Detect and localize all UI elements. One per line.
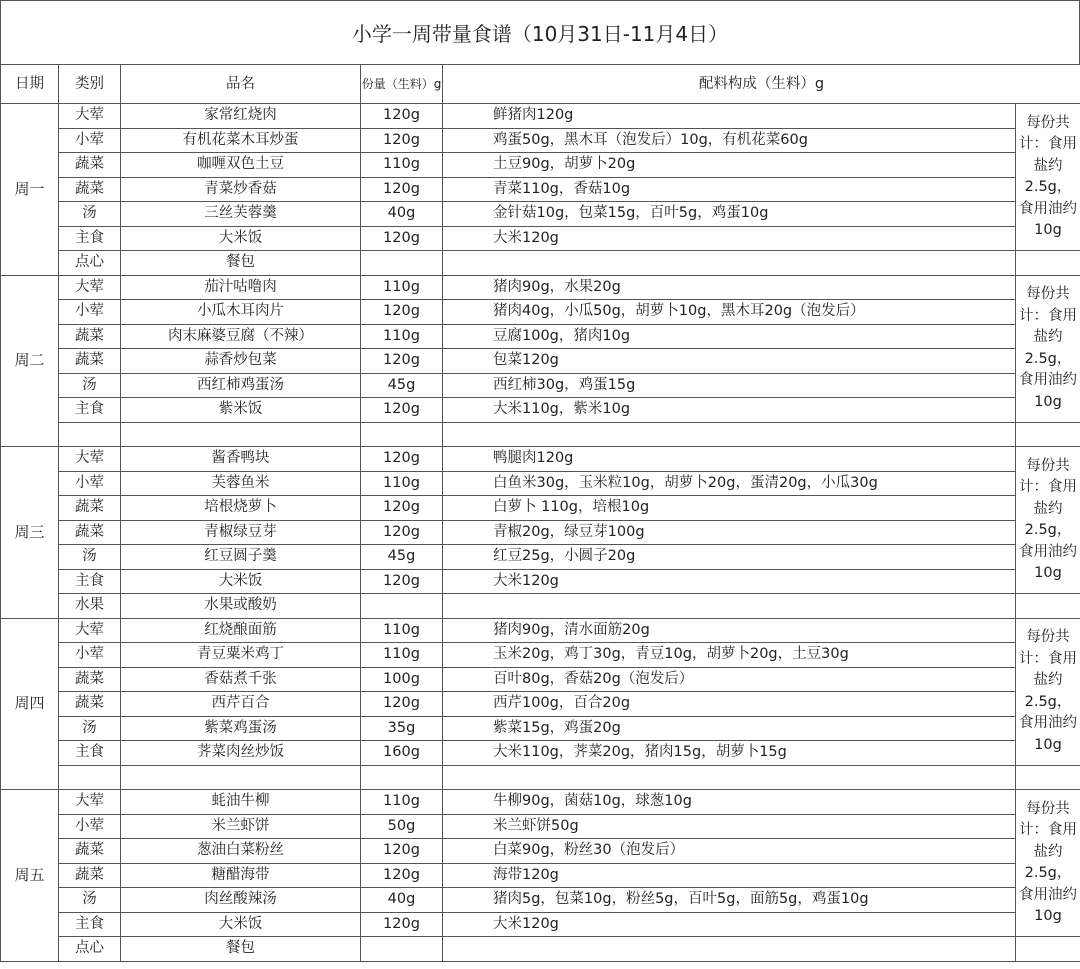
nutrition-note: 每份共计：食用盐约2.5g，食用油约10g: [1016, 275, 1080, 422]
dish-cell: 红豆圆子羹: [121, 545, 361, 570]
table-row: [1, 177, 1080, 202]
ingredients-cell: 豆腐100g，猪肉10g: [443, 324, 1016, 349]
dish-cell: 青豆粟米鸡丁: [121, 643, 361, 668]
day-label: 周五: [1, 790, 59, 962]
table-row: [1, 790, 1080, 815]
ingredients-cell: 金针菇10g，包菜15g，百叶5g，鸡蛋10g: [443, 202, 1016, 227]
ingredients-cell: 西红柿30g，鸡蛋15g: [443, 373, 1016, 398]
portion-cell: 40g: [361, 888, 443, 913]
ingredients-cell: 大米120g: [443, 912, 1016, 937]
category-cell: 主食: [59, 398, 121, 423]
dish-cell: 香菇煮千张: [121, 667, 361, 692]
ingredients-cell: [443, 422, 1016, 447]
dish-cell: 小瓜木耳肉片: [121, 300, 361, 325]
portion-cell: 120g: [361, 104, 443, 129]
table-row: [1, 398, 1080, 423]
portion-cell: 35g: [361, 716, 443, 741]
ingredients-cell: 紫菜15g，鸡蛋20g: [443, 716, 1016, 741]
ingredients-cell: [443, 765, 1016, 790]
dish-cell: 餐包: [121, 251, 361, 276]
ingredients-cell: 猪肉90g，水果20g: [443, 275, 1016, 300]
menu-body: [1, 104, 1080, 962]
table-row: [1, 520, 1080, 545]
portion-cell: 160g: [361, 741, 443, 766]
portion-cell: 110g: [361, 643, 443, 668]
table-row: [1, 373, 1080, 398]
category-cell: 大荤: [59, 104, 121, 129]
ingredients-cell: 包菜120g: [443, 349, 1016, 374]
note-blank-cell: [1016, 422, 1080, 447]
table-row: [1, 839, 1080, 864]
portion-cell: 120g: [361, 863, 443, 888]
category-cell: 蔬菜: [59, 520, 121, 545]
ingredients-cell: 西芹100g，百合20g: [443, 692, 1016, 717]
category-cell: 汤: [59, 545, 121, 570]
portion-cell: 120g: [361, 520, 443, 545]
dish-cell: 西红柿鸡蛋汤: [121, 373, 361, 398]
category-cell: 蔬菜: [59, 863, 121, 888]
table-row: [1, 300, 1080, 325]
ingredients-cell: 猪肉90g，清水面筋20g: [443, 618, 1016, 643]
portion-cell: 110g: [361, 790, 443, 815]
ingredients-cell: 白萝卜 110g，培根10g: [443, 496, 1016, 521]
ingredients-cell: 大米110g，荠菜20g，猪肉15g，胡萝卜15g: [443, 741, 1016, 766]
category-cell: 蔬菜: [59, 667, 121, 692]
nutrition-note: 每份共计：食用盐约2.5g，食用油约10g: [1016, 790, 1080, 937]
table-row: [1, 667, 1080, 692]
day-label: 周三: [1, 447, 59, 619]
ingredients-cell: [443, 594, 1016, 619]
table-row: [1, 912, 1080, 937]
header-portion: 份量（生料）g: [361, 65, 443, 104]
dish-cell: [121, 422, 361, 447]
dish-cell: 芙蓉鱼米: [121, 471, 361, 496]
portion-cell: 40g: [361, 202, 443, 227]
category-cell: 大荤: [59, 790, 121, 815]
category-cell: 蔬菜: [59, 839, 121, 864]
category-cell: 点心: [59, 251, 121, 276]
dish-cell: 有机花菜木耳炒蛋: [121, 128, 361, 153]
dish-cell: 肉末麻婆豆腐（不辣）: [121, 324, 361, 349]
table-row: [1, 251, 1080, 276]
category-cell: 蔬菜: [59, 692, 121, 717]
portion-cell: 120g: [361, 398, 443, 423]
portion-cell: 100g: [361, 667, 443, 692]
ingredients-cell: 白菜90g，粉丝30（泡发后）: [443, 839, 1016, 864]
portion-cell: 120g: [361, 447, 443, 472]
day-label: 周二: [1, 275, 59, 447]
table-row: [1, 937, 1080, 962]
ingredients-cell: 百叶80g，香菇20g（泡发后）: [443, 667, 1016, 692]
dish-cell: 培根烧萝卜: [121, 496, 361, 521]
dish-cell: [121, 765, 361, 790]
portion-cell: 110g: [361, 618, 443, 643]
table-row: [1, 692, 1080, 717]
ingredients-cell: 猪肉5g，包菜10g，粉丝5g，百叶5g，面筋5g，鸡蛋10g: [443, 888, 1016, 913]
table-row: [1, 814, 1080, 839]
header-row: [1, 65, 1080, 104]
table-row: [1, 569, 1080, 594]
category-cell: 小荤: [59, 300, 121, 325]
portion-cell: [361, 594, 443, 619]
table-row: [1, 202, 1080, 227]
portion-cell: 120g: [361, 839, 443, 864]
portion-cell: 120g: [361, 692, 443, 717]
ingredients-cell: 米兰虾饼50g: [443, 814, 1016, 839]
dish-cell: 西芹百合: [121, 692, 361, 717]
portion-cell: 45g: [361, 545, 443, 570]
table-row: [1, 888, 1080, 913]
menu-table: [0, 64, 1080, 962]
category-cell: 水果: [59, 594, 121, 619]
dish-cell: 青椒绿豆芽: [121, 520, 361, 545]
category-cell: 蔬菜: [59, 496, 121, 521]
ingredients-cell: 猪肉40g，小瓜50g，胡萝卜10g，黑木耳20g（泡发后）: [443, 300, 1016, 325]
table-row: [1, 471, 1080, 496]
portion-cell: 45g: [361, 373, 443, 398]
category-cell: 小荤: [59, 643, 121, 668]
ingredients-cell: 白鱼米30g，玉米粒10g，胡萝卜20g，蛋清20g，小瓜30g: [443, 471, 1016, 496]
dish-cell: 红烧酿面筋: [121, 618, 361, 643]
portion-cell: 120g: [361, 177, 443, 202]
table-row: [1, 643, 1080, 668]
table-row: [1, 594, 1080, 619]
portion-cell: 120g: [361, 496, 443, 521]
category-cell: 小荤: [59, 128, 121, 153]
dish-cell: 大米饭: [121, 912, 361, 937]
portion-cell: [361, 937, 443, 962]
category-cell: 大荤: [59, 275, 121, 300]
category-cell: 蔬菜: [59, 349, 121, 374]
dish-cell: 紫米饭: [121, 398, 361, 423]
dish-cell: 米兰虾饼: [121, 814, 361, 839]
category-cell: 小荤: [59, 471, 121, 496]
category-cell: 大荤: [59, 618, 121, 643]
note-blank-cell: [1016, 937, 1080, 962]
table-row: [1, 618, 1080, 643]
dish-cell: 水果或酸奶: [121, 594, 361, 619]
portion-cell: 110g: [361, 324, 443, 349]
ingredients-cell: 大米110g，紫米10g: [443, 398, 1016, 423]
ingredients-cell: 大米120g: [443, 226, 1016, 251]
dish-cell: 大米饭: [121, 226, 361, 251]
ingredients-cell: 鸭腿肉120g: [443, 447, 1016, 472]
ingredients-cell: 海带120g: [443, 863, 1016, 888]
ingredients-cell: 牛柳90g，菌菇10g，球葱10g: [443, 790, 1016, 815]
ingredients-cell: 土豆90g，胡萝卜20g: [443, 153, 1016, 178]
category-cell: [59, 765, 121, 790]
portion-cell: 120g: [361, 128, 443, 153]
table-row: [1, 349, 1080, 374]
portion-cell: [361, 422, 443, 447]
dish-cell: 糖醋海带: [121, 863, 361, 888]
portion-cell: [361, 251, 443, 276]
portion-cell: 50g: [361, 814, 443, 839]
dish-cell: 蚝油牛柳: [121, 790, 361, 815]
table-row: [1, 226, 1080, 251]
ingredients-cell: 鲜猪肉120g: [443, 104, 1016, 129]
ingredients-cell: 鸡蛋50g，黑木耳（泡发后）10g，有机花菜60g: [443, 128, 1016, 153]
dish-cell: 茄汁咕噜肉: [121, 275, 361, 300]
table-row: [1, 324, 1080, 349]
header-ingredients: 配料构成（生料）g: [443, 65, 1080, 104]
category-cell: 主食: [59, 912, 121, 937]
portion-cell: 120g: [361, 226, 443, 251]
dish-cell: 肉丝酸辣汤: [121, 888, 361, 913]
table-row: [1, 716, 1080, 741]
table-row: [1, 741, 1080, 766]
portion-cell: 110g: [361, 471, 443, 496]
category-cell: 主食: [59, 569, 121, 594]
category-cell: 汤: [59, 888, 121, 913]
ingredients-cell: 青菜110g，香菇10g: [443, 177, 1016, 202]
portion-cell: 120g: [361, 349, 443, 374]
category-cell: 蔬菜: [59, 153, 121, 178]
table-row: [1, 765, 1080, 790]
portion-cell: 120g: [361, 300, 443, 325]
portion-cell: 120g: [361, 569, 443, 594]
day-label: 周四: [1, 618, 59, 790]
category-cell: 蔬菜: [59, 324, 121, 349]
table-row: [1, 422, 1080, 447]
table-row: [1, 496, 1080, 521]
portion-cell: [361, 765, 443, 790]
portion-cell: 120g: [361, 912, 443, 937]
ingredients-cell: [443, 251, 1016, 276]
category-cell: [59, 422, 121, 447]
category-cell: 汤: [59, 202, 121, 227]
note-blank-cell: [1016, 765, 1080, 790]
header-date: 日期: [1, 65, 59, 104]
dish-cell: 荠菜肉丝炒饭: [121, 741, 361, 766]
portion-cell: 110g: [361, 153, 443, 178]
ingredients-cell: 青椒20g，绿豆芽100g: [443, 520, 1016, 545]
table-row: [1, 447, 1080, 472]
nutrition-note: 每份共计：食用盐约2.5g，食用油约10g: [1016, 104, 1080, 251]
dish-cell: 紫菜鸡蛋汤: [121, 716, 361, 741]
dish-cell: 蒜香炒包菜: [121, 349, 361, 374]
dish-cell: 餐包: [121, 937, 361, 962]
nutrition-note: 每份共计：食用盐约2.5g，食用油约10g: [1016, 618, 1080, 765]
dish-cell: 葱油白菜粉丝: [121, 839, 361, 864]
category-cell: 主食: [59, 741, 121, 766]
category-cell: 主食: [59, 226, 121, 251]
table-row: [1, 545, 1080, 570]
ingredients-cell: 大米120g: [443, 569, 1016, 594]
page-title: 小学一周带量食谱（10月31日-11月4日）: [0, 0, 1080, 64]
category-cell: 小荤: [59, 814, 121, 839]
category-cell: 汤: [59, 716, 121, 741]
dish-cell: 酱香鸭块: [121, 447, 361, 472]
category-cell: 点心: [59, 937, 121, 962]
dish-cell: 大米饭: [121, 569, 361, 594]
table-row: [1, 153, 1080, 178]
dish-cell: 青菜炒香菇: [121, 177, 361, 202]
table-row: [1, 275, 1080, 300]
dish-cell: 咖喱双色土豆: [121, 153, 361, 178]
table-row: [1, 104, 1080, 129]
category-cell: 汤: [59, 373, 121, 398]
category-cell: 蔬菜: [59, 177, 121, 202]
day-label: 周一: [1, 104, 59, 276]
dish-cell: 三丝芙蓉羹: [121, 202, 361, 227]
ingredients-cell: 红豆25g，小圆子20g: [443, 545, 1016, 570]
category-cell: 大荤: [59, 447, 121, 472]
table-row: [1, 128, 1080, 153]
note-blank-cell: [1016, 594, 1080, 619]
nutrition-note: 每份共计：食用盐约2.5g，食用油约10g: [1016, 447, 1080, 594]
header-dish: 品名: [121, 65, 361, 104]
header-category: 类别: [59, 65, 121, 104]
ingredients-cell: 玉米20g，鸡丁30g，青豆10g，胡萝卜20g，土豆30g: [443, 643, 1016, 668]
dish-cell: 家常红烧肉: [121, 104, 361, 129]
ingredients-cell: [443, 937, 1016, 962]
portion-cell: 110g: [361, 275, 443, 300]
table-row: [1, 863, 1080, 888]
note-blank-cell: [1016, 251, 1080, 276]
